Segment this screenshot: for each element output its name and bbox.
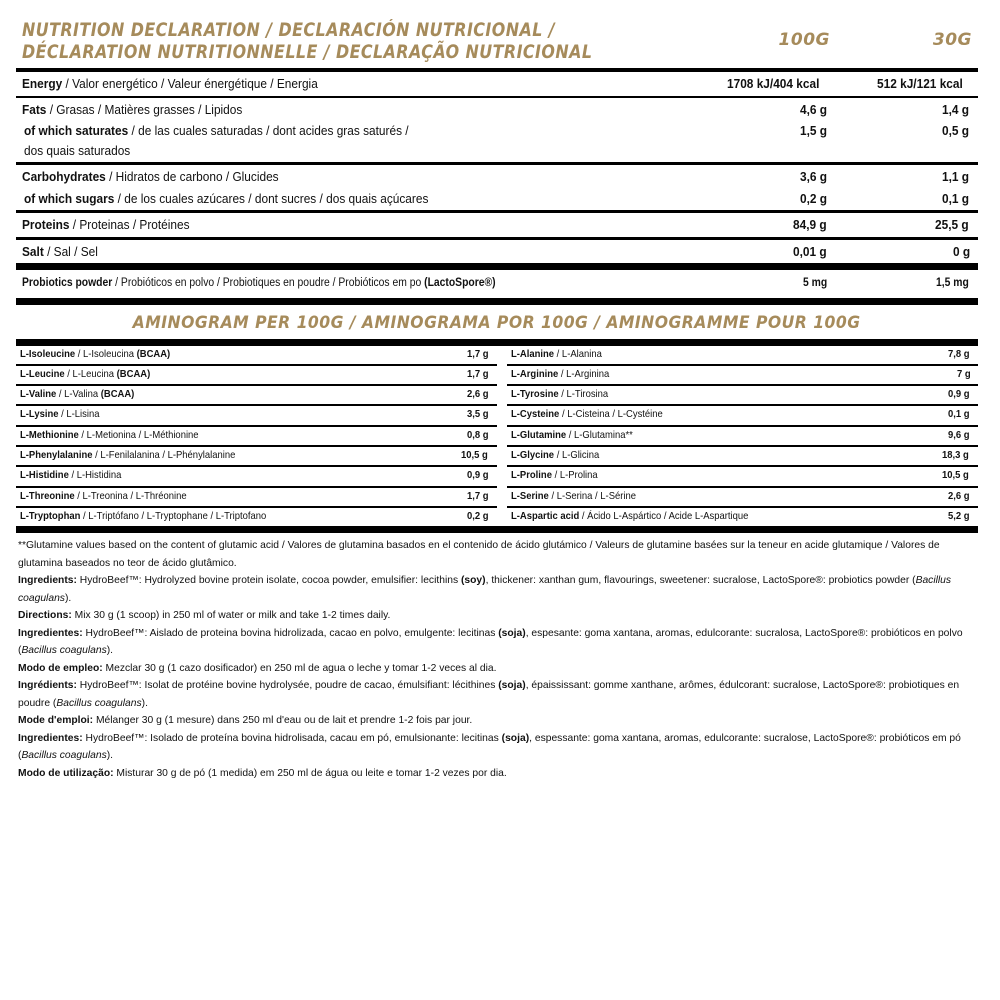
directions-fr bbox=[18, 712, 974, 730]
amino-value: 7 g bbox=[956, 367, 971, 380]
ingredients-label: Ingredientes: bbox=[18, 732, 83, 744]
amino-translations: / L-Alanina bbox=[554, 347, 602, 360]
amino-row bbox=[507, 406, 978, 426]
value-100g: 0,01 g bbox=[792, 243, 827, 259]
ingredients-fr bbox=[18, 677, 974, 712]
nutrition-row-fats bbox=[16, 98, 978, 122]
amino-row bbox=[507, 488, 978, 508]
row-label: / Valor energético / Valeur énergétique / Energia bbox=[62, 76, 318, 91]
amino-name: L-Alanine bbox=[511, 347, 555, 360]
divider bbox=[16, 263, 978, 270]
amino-translations: / L-Valina bbox=[56, 388, 101, 401]
row-label-bold: of which sugars bbox=[24, 190, 115, 206]
amino-name: L-Aspartic acid bbox=[511, 509, 580, 522]
amino-name: L-Histidine bbox=[20, 469, 69, 482]
amino-name: L-Tyrosine bbox=[511, 388, 559, 401]
amino-translations: / L-Prolina bbox=[551, 469, 598, 482]
amino-value: 1,7 g bbox=[467, 347, 489, 360]
allergen: (soja) bbox=[501, 732, 530, 744]
amino-row bbox=[507, 508, 978, 526]
amino-translations: / L-Triptófano / L-Tryptophane / L-Triptofano bbox=[80, 509, 267, 522]
amino-name: L-Cysteine bbox=[511, 408, 560, 421]
latin-name: Bacillus coagulans bbox=[21, 645, 107, 657]
directions-text: Mélanger 30 g (1 mesure) dans 250 ml d'eau ou de lait et prendre 1-2 fois par jour. bbox=[93, 715, 473, 727]
row-label-bold: Probiotics powder bbox=[22, 277, 113, 289]
divider bbox=[16, 339, 978, 346]
nutrition-row-carbohydrates bbox=[16, 165, 978, 189]
allergen: (soja) bbox=[498, 627, 526, 639]
row-label-bold: Salt bbox=[22, 243, 44, 259]
nutrition-title bbox=[22, 20, 624, 64]
row-label: / Proteinas / Protéines bbox=[69, 217, 190, 232]
ingredients-text: HydroBeef™: Hydrolyzed bovine protein isolate, cocoa powder, emulsifier: lecithins bbox=[76, 575, 461, 587]
directions-label: Mode d'emploi: bbox=[18, 715, 94, 727]
directions-es bbox=[18, 660, 974, 678]
value-30g: 1,1 g bbox=[941, 169, 969, 184]
amino-translations: / L-Tirosina bbox=[558, 388, 609, 401]
amino-name: L-Lysine bbox=[20, 408, 59, 421]
ingredients-es bbox=[18, 625, 974, 660]
directions-label: Directions: bbox=[18, 610, 72, 622]
amino-name: L-Valine bbox=[20, 388, 57, 401]
amino-row bbox=[16, 508, 497, 526]
amino-tag: (BCAA) bbox=[100, 388, 135, 401]
value-30g: 1,5 mg bbox=[935, 277, 969, 289]
amino-name: L-Glycine bbox=[511, 448, 555, 461]
allergen: (soja) bbox=[498, 680, 526, 692]
value-30g: 512 kJ/121 kcal bbox=[876, 76, 963, 91]
amino-row bbox=[507, 467, 978, 487]
value-30g: 25,5 g bbox=[934, 217, 969, 232]
directions-text: Mix 30 g (1 scoop) in 250 ml of water or milk and take 1-2 times daily. bbox=[71, 610, 391, 622]
ingredients-en bbox=[18, 572, 974, 607]
ingredients-text: ). bbox=[64, 592, 72, 604]
amino-name: L-Leucine bbox=[20, 367, 65, 380]
amino-value: 1,7 g bbox=[467, 489, 489, 502]
row-label: / Hidratos de carbono / Glucides bbox=[105, 169, 279, 184]
aminogram-table bbox=[16, 346, 978, 527]
amino-value: 9,6 g bbox=[948, 428, 970, 441]
column-header-30g: 30G bbox=[932, 30, 972, 50]
amino-value: 0,8 g bbox=[467, 428, 489, 441]
ingredients-text: ). bbox=[106, 645, 114, 657]
amino-translations: / L-Glicina bbox=[554, 448, 600, 461]
directions-pt bbox=[18, 765, 974, 783]
amino-value: 1,7 g bbox=[467, 367, 489, 380]
divider bbox=[16, 298, 978, 305]
row-label-brand: (LactoSpore®) bbox=[424, 277, 496, 289]
amino-name: L-Phenylalanine bbox=[20, 448, 93, 461]
notes-section bbox=[16, 533, 978, 782]
ingredients-text: , épaississant: gomme xanthane, arômes, édulcorant: sucralose, LactoSpore®: probiotiques en poudre ( bbox=[18, 680, 960, 709]
row-label: / de las cuales saturadas / dont acides gras saturés / bbox=[128, 123, 409, 138]
value-100g: 0,2 g bbox=[799, 190, 827, 206]
directions-text: Mezclar 30 g (1 cazo dosificador) en 250 ml de agua o leche y tomar 1-2 veces al dia. bbox=[102, 662, 497, 674]
amino-row bbox=[507, 427, 978, 447]
amino-row bbox=[507, 447, 978, 467]
amino-translations: / L-Treonina / L-Thréonine bbox=[74, 489, 187, 502]
amino-name: L-Isoleucine bbox=[20, 347, 76, 360]
amino-row bbox=[16, 467, 497, 487]
row-label-bold: of which saturates bbox=[24, 123, 129, 138]
ingredients-text: HydroBeef™: Isolado de proteína bovina hidrolisada, cacau em pó, emulsionante: lecitinas bbox=[82, 732, 502, 744]
row-label-bold: Proteins bbox=[22, 217, 70, 232]
amino-value: 7,8 g bbox=[948, 347, 970, 360]
amino-value: 2,6 g bbox=[467, 388, 489, 401]
amino-row bbox=[16, 386, 497, 406]
amino-translations: / L-Serina / L-Sérine bbox=[548, 489, 637, 502]
amino-value: 3,5 g bbox=[467, 408, 489, 421]
amino-row bbox=[16, 427, 497, 447]
ingredients-text: , espesante: goma xantana, aromas, edulcorante: sucralosa, LactoSpore®: probióticos en polvo ( bbox=[18, 627, 963, 657]
nutrition-row-proteins bbox=[16, 213, 978, 237]
row-label: / Grasas / Matières grasses / Lipidos bbox=[46, 101, 243, 117]
amino-name: L-Arginine bbox=[511, 367, 559, 380]
row-label: / Probióticos en polvo / Probiotiques en poudre / Probióticos em po bbox=[112, 277, 425, 289]
ingredients-label: Ingrédients: bbox=[18, 680, 77, 692]
value-100g: 84,9 g bbox=[792, 217, 827, 232]
amino-value: 0,9 g bbox=[467, 469, 489, 482]
value-100g: 4,6 g bbox=[799, 101, 827, 117]
row-label-bold: Fats bbox=[22, 101, 47, 117]
amino-value: 2,6 g bbox=[948, 489, 970, 502]
amino-translations: / L-Glutamina** bbox=[566, 428, 633, 441]
amino-translations: / L-Lisina bbox=[58, 408, 100, 421]
latin-name: Bacillus coagulans bbox=[18, 575, 952, 604]
row-label-bold: Carbohydrates bbox=[22, 169, 106, 184]
ingredients-text: HydroBeef™: Isolat de protéine bovine hydrolysée, poudre de cacao, émulsifiant: lécithines bbox=[76, 680, 499, 692]
amino-value: 5,2 g bbox=[948, 509, 970, 522]
ingredients-text: , espessante: goma xantana, aromas, edulcorante: sucralose, LactoSpore®: probióticos em pó ( bbox=[18, 732, 961, 762]
ingredients-label: Ingredients: bbox=[18, 575, 77, 587]
title-line-1: NUTRITION DECLARATION / DECLARACIÓN NUTRICIONAL / bbox=[22, 20, 555, 41]
amino-translations: / L-Cisteina / L-Cystéine bbox=[559, 408, 663, 421]
value-100g: 5 mg bbox=[803, 277, 828, 289]
nutrition-header bbox=[16, 0, 978, 68]
nutrition-row-saturates bbox=[16, 121, 978, 162]
amino-value: 0,2 g bbox=[467, 509, 489, 522]
amino-translations: / L-Fenilalanina / L-Phénylalanine bbox=[92, 448, 236, 461]
amino-row bbox=[507, 346, 978, 366]
amino-value: 10,5 g bbox=[942, 469, 970, 482]
amino-translations: / L-Leucina bbox=[64, 367, 117, 380]
amino-name: L-Threonine bbox=[20, 489, 75, 502]
amino-translations: / L-Isoleucina bbox=[75, 347, 137, 360]
glutamine-footnote: **Glutamine values based on the content of glutamic acid / Valores de glutamina basados en el contenido de ácido glutámico / Valeurs de glutamine basées sur la teneur en acide glutamique / Valores de glutamina baseados no teor de ácido glutâmico. bbox=[18, 540, 940, 569]
latin-name: Bacillus coagulans bbox=[56, 697, 142, 709]
ingredients-label: Ingredientes: bbox=[18, 627, 83, 639]
ingredients-text: ). bbox=[141, 697, 148, 709]
amino-row bbox=[507, 366, 978, 386]
amino-value: 10,5 g bbox=[461, 448, 489, 461]
value-30g: 0 g bbox=[952, 243, 971, 259]
row-label: / de los cuales azúcares / dont sucres / dos quais açúcares bbox=[114, 190, 429, 206]
amino-row bbox=[16, 488, 497, 508]
aminogram-title-text: AMINOGRAM PER 100G / AMINOGRAMA POR 100G / AMINOGRAMME POUR 100G bbox=[133, 312, 861, 333]
amino-value: 0,9 g bbox=[948, 388, 970, 401]
title-line-2: DÉCLARATION NUTRITIONNELLE / DECLARAÇÃO NUTRICIONAL bbox=[22, 42, 593, 63]
directions-label: Modo de utilização: bbox=[18, 767, 114, 779]
nutrition-label bbox=[16, 0, 978, 782]
nutrition-row-salt bbox=[16, 240, 978, 264]
row-label-bold: Energy bbox=[22, 76, 63, 91]
amino-translations: / L-Histidina bbox=[68, 469, 122, 482]
value-30g: 1,4 g bbox=[941, 101, 969, 117]
amino-translations: / L-Metionina / L-Méthionine bbox=[78, 428, 199, 441]
amino-translations: / L-Arginina bbox=[558, 367, 610, 380]
nutrition-row-energy bbox=[16, 72, 978, 96]
allergen: (soy) bbox=[460, 575, 486, 587]
aminogram-column-right bbox=[497, 346, 978, 527]
value-100g: 1708 kJ/404 kcal bbox=[727, 76, 820, 91]
amino-translations: / Ácido L-Aspártico / Acide L-Aspartique bbox=[579, 509, 749, 522]
amino-name: L-Tryptophan bbox=[20, 509, 81, 522]
aminogram-title bbox=[16, 305, 978, 339]
row-label-continued: dos quais saturados bbox=[24, 142, 131, 158]
directions-en bbox=[18, 607, 974, 625]
nutrition-row-sugars bbox=[16, 189, 978, 211]
amino-tag: (BCAA) bbox=[116, 367, 151, 380]
amino-row bbox=[16, 447, 497, 467]
latin-name: Bacillus coagulans bbox=[21, 750, 107, 762]
amino-name: L-Glutamine bbox=[511, 428, 567, 441]
amino-value: 18,3 g bbox=[942, 448, 970, 461]
ingredients-text: HydroBeef™: Aislado de proteina bovina hidrolizada, cacao en polvo, emulgente: lecitinas bbox=[82, 627, 499, 639]
ingredients-pt bbox=[18, 730, 974, 765]
value-100g: 1,5 g bbox=[799, 123, 827, 138]
amino-value: 0,1 g bbox=[948, 408, 970, 421]
amino-name: L-Proline bbox=[511, 469, 552, 482]
directions-label: Modo de empleo: bbox=[18, 662, 103, 674]
amino-row bbox=[507, 386, 978, 406]
column-header-100g: 100G bbox=[778, 30, 830, 50]
value-100g: 3,6 g bbox=[799, 169, 827, 184]
row-label: / Sal / Sel bbox=[43, 243, 98, 259]
amino-name: L-Methionine bbox=[20, 428, 79, 441]
amino-row bbox=[16, 346, 497, 366]
nutrition-row-probiotics bbox=[16, 270, 978, 298]
divider bbox=[16, 526, 978, 533]
amino-tag: (BCAA) bbox=[136, 347, 171, 360]
value-30g: 0,1 g bbox=[941, 190, 969, 206]
value-30g: 0,5 g bbox=[941, 123, 969, 138]
ingredients-text: , thickener: xanthan gum, flavourings, sweetener: sucralose, LactoSpore®: probiotics powder ( bbox=[485, 575, 916, 587]
ingredients-text: ). bbox=[106, 750, 114, 762]
aminogram-column-left bbox=[16, 346, 497, 527]
directions-text: Misturar 30 g de pó (1 medida) em 250 ml de água ou leite e tomar 1-2 vezes por dia. bbox=[113, 767, 507, 779]
amino-name: L-Serine bbox=[511, 489, 549, 502]
amino-row bbox=[16, 406, 497, 426]
amino-row bbox=[16, 366, 497, 386]
